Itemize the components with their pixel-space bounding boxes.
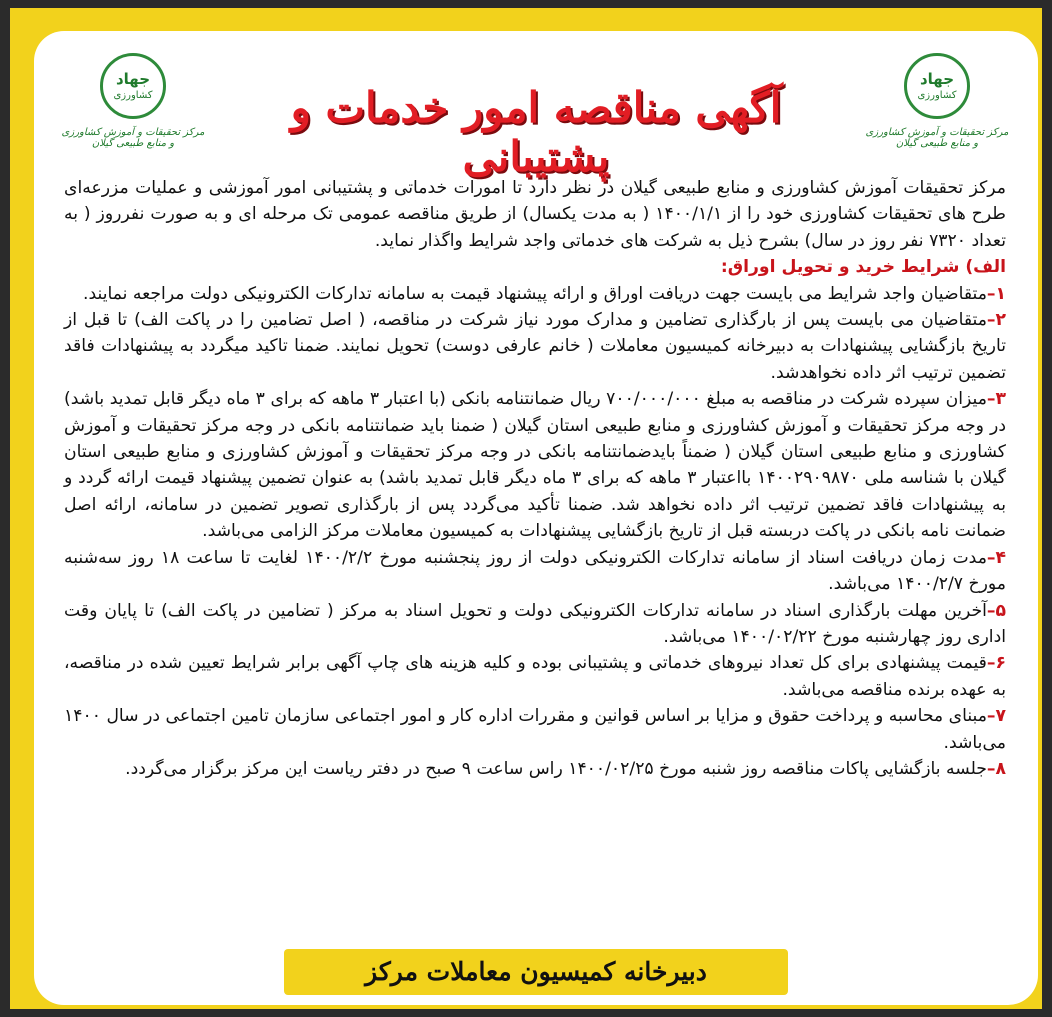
page-title: آگهی مناقصه امور خدمات و پشتیبانی (290, 83, 782, 181)
item-number: ۳– (986, 389, 1007, 410)
item-number: ۷– (986, 706, 1006, 727)
item-text: متقاضیان واجد شرایط می بایست جهت دریافت اوراق و ارائه پیشنهاد قیمت به سامانه تدارکات الکترونیکی دولت مراجعه نمایند. (83, 283, 987, 304)
list-item (64, 307, 1006, 386)
notice-card (34, 31, 1038, 1005)
item-text: آخرین مهلت بارگذاری اسناد در سامانه تدارکات الکترونیکی دولت و تحویل اسناد به مرکز ( تضامین در پاکت الف) تا پایان وقت اداری روز چهارشنبه مورخ ۱۴۰۰/۰۲/۲۲ می‌باشد. (64, 600, 1006, 647)
intro-paragraph: مرکز تحقیقات آموزش کشاورزی و منابع طبیعی گیلان در نظر دارد تا امورات خدماتی و پشتیبانی امور آموزشی و عملیات مزرعه‌ای طرح های تحقیقات کشاورزی خود را از ۱۴۰۰/۱/۱ ( به مدت یکسال) از طریق مناقصه عمومی تک مرحله ای و به صورت نفرروز ( به تعداد ۷۳۲۰ نفر روز در سال) بشرح ذیل به شرکت های خدماتی واجد شرایط واگذار نماید. (64, 178, 1006, 251)
list-item (64, 281, 1006, 307)
logo-word: جهاد (115, 70, 151, 88)
notice-body (64, 175, 1006, 782)
item-text: مبنای محاسبه و پرداخت حقوق و مزایا بر اساس قوانین و مقررات اداره کار و امور اجتماعی سازمان تامین اجتماعی در سال ۱۴۰۰ می‌باشد. (64, 706, 1006, 753)
footer-banner: دبیرخانه کمیسیون معاملات مرکز (284, 949, 788, 995)
logo-caption: مرکز تحقیقات و آموزش کشاورزی و منابع طبیعی گیلان (61, 127, 205, 149)
logo-sub: کشاورزی (113, 90, 153, 101)
list-item (64, 756, 1006, 782)
list-item (64, 545, 1006, 598)
logo-sub: کشاورزی (917, 90, 957, 101)
item-number: ۵– (986, 600, 1006, 621)
item-text: جلسه بازگشایی پاکات مناقصه روز شنبه مورخ ۱۴۰۰/۰۲/۲۵ راس ساعت ۹ صبح در دفتر ریاست این مرکز برگزار می‌گردد. (125, 758, 987, 779)
item-number: ۸– (986, 758, 1006, 779)
list-item (64, 650, 1006, 703)
list-item (64, 386, 1006, 544)
jahad-emblem-icon (904, 53, 970, 119)
item-text: میزان سپرده شرکت در مناقصه به مبلغ ۷۰۰/۰۰۰/۰۰۰ ریال ضمانتنامه بانکی (با اعتبار ۳ ماهه که برای ۳ ماه دیگر قابل تمدید باشد) در وجه مرکز تحقیقات و آموزش کشاورزی و منابع طبیعی استان گیلان ( ضمنا باید ضمانتنامه بانکی در وجه مرکز تحقیقات و آموزش کشاورزی و منابع طبیعی استان گیلان ( ضمناً بایدضمانتنامه بانکی در وجه مرکز تحقیقات و آموزش کشاورزی و منابع طبیعی استان گیلان با شناسه ملی ۱۴۰۰۲۹۰۹۸۷۰ بااعتبار ۳ ماهه که برای ۳ ماه دیگر قابل تمدید باشد) به عنوان تضمین پیشنهاد قیمت ارائه گردد و به پیشنهادات فاقد تضمین ترتیب اثر داده نخواهد شد. ضمنا تأکید می‌گردد پس از بارگذاری تصویر تضمین در سامانه، ارائه اصل ضمانت نامه بانکی در پاکت دربسته قبل از تاریخ بازگشایی پیشنهادات به کمیسیون معاملات مرکز الزامی می‌باشد. (64, 389, 1006, 542)
logo-caption: مرکز تحقیقات و آموزش کشاورزی و منابع طبیعی گیلان (865, 127, 1009, 149)
jahad-emblem-icon (100, 53, 166, 119)
item-number: ۶– (986, 653, 1006, 674)
list-item (64, 703, 1006, 756)
item-number: ۴– (986, 547, 1006, 568)
list-item (64, 598, 1006, 651)
item-number: ۲– (986, 310, 1006, 331)
item-number: ۱– (986, 283, 1006, 304)
logo-right (862, 47, 1012, 177)
item-text: مدت زمان دریافت اسناد از سامانه تدارکات الکترونیکی دولت از روز پنجشنبه مورخ ۱۴۰۰/۲/۲ لغایت تا ساعت ۱۸ روز سه‌شنبه مورخ ۱۴۰۰/۲/۷ می‌باشد. (64, 547, 1006, 595)
item-text: متقاضیان می بایست پس از بارگذاری تضامین و مدارک مورد نیاز شرکت در مناقصه، ( اصل تضامین را در پاکت الف) تا قبل از تاریخ بازگشایی پیشنهادات به دبیرخانه کمیسیون معاملات ( خانم عارفی دوست) تحویل نمایند. ضمنا تاکید میگردد به پیشنهادات فاقد تضمین ترتیب اثر داده نخواهدشد. (64, 310, 1006, 383)
logo-left (58, 47, 208, 177)
logo-word: جهاد (919, 70, 955, 88)
item-text: قیمت پیشنهادی برای کل تعداد نیروهای خدماتی و پشتیبانی بوده و کلیه هزینه های چاپ آگهی برابر شرایط تعیین شده در مناقصه، به عهده برنده مناقصه می‌باشد. (64, 653, 1006, 700)
section-heading: الف) شرایط خرید و تحویل اوراق: (720, 257, 1006, 278)
page-frame (10, 8, 1042, 1009)
